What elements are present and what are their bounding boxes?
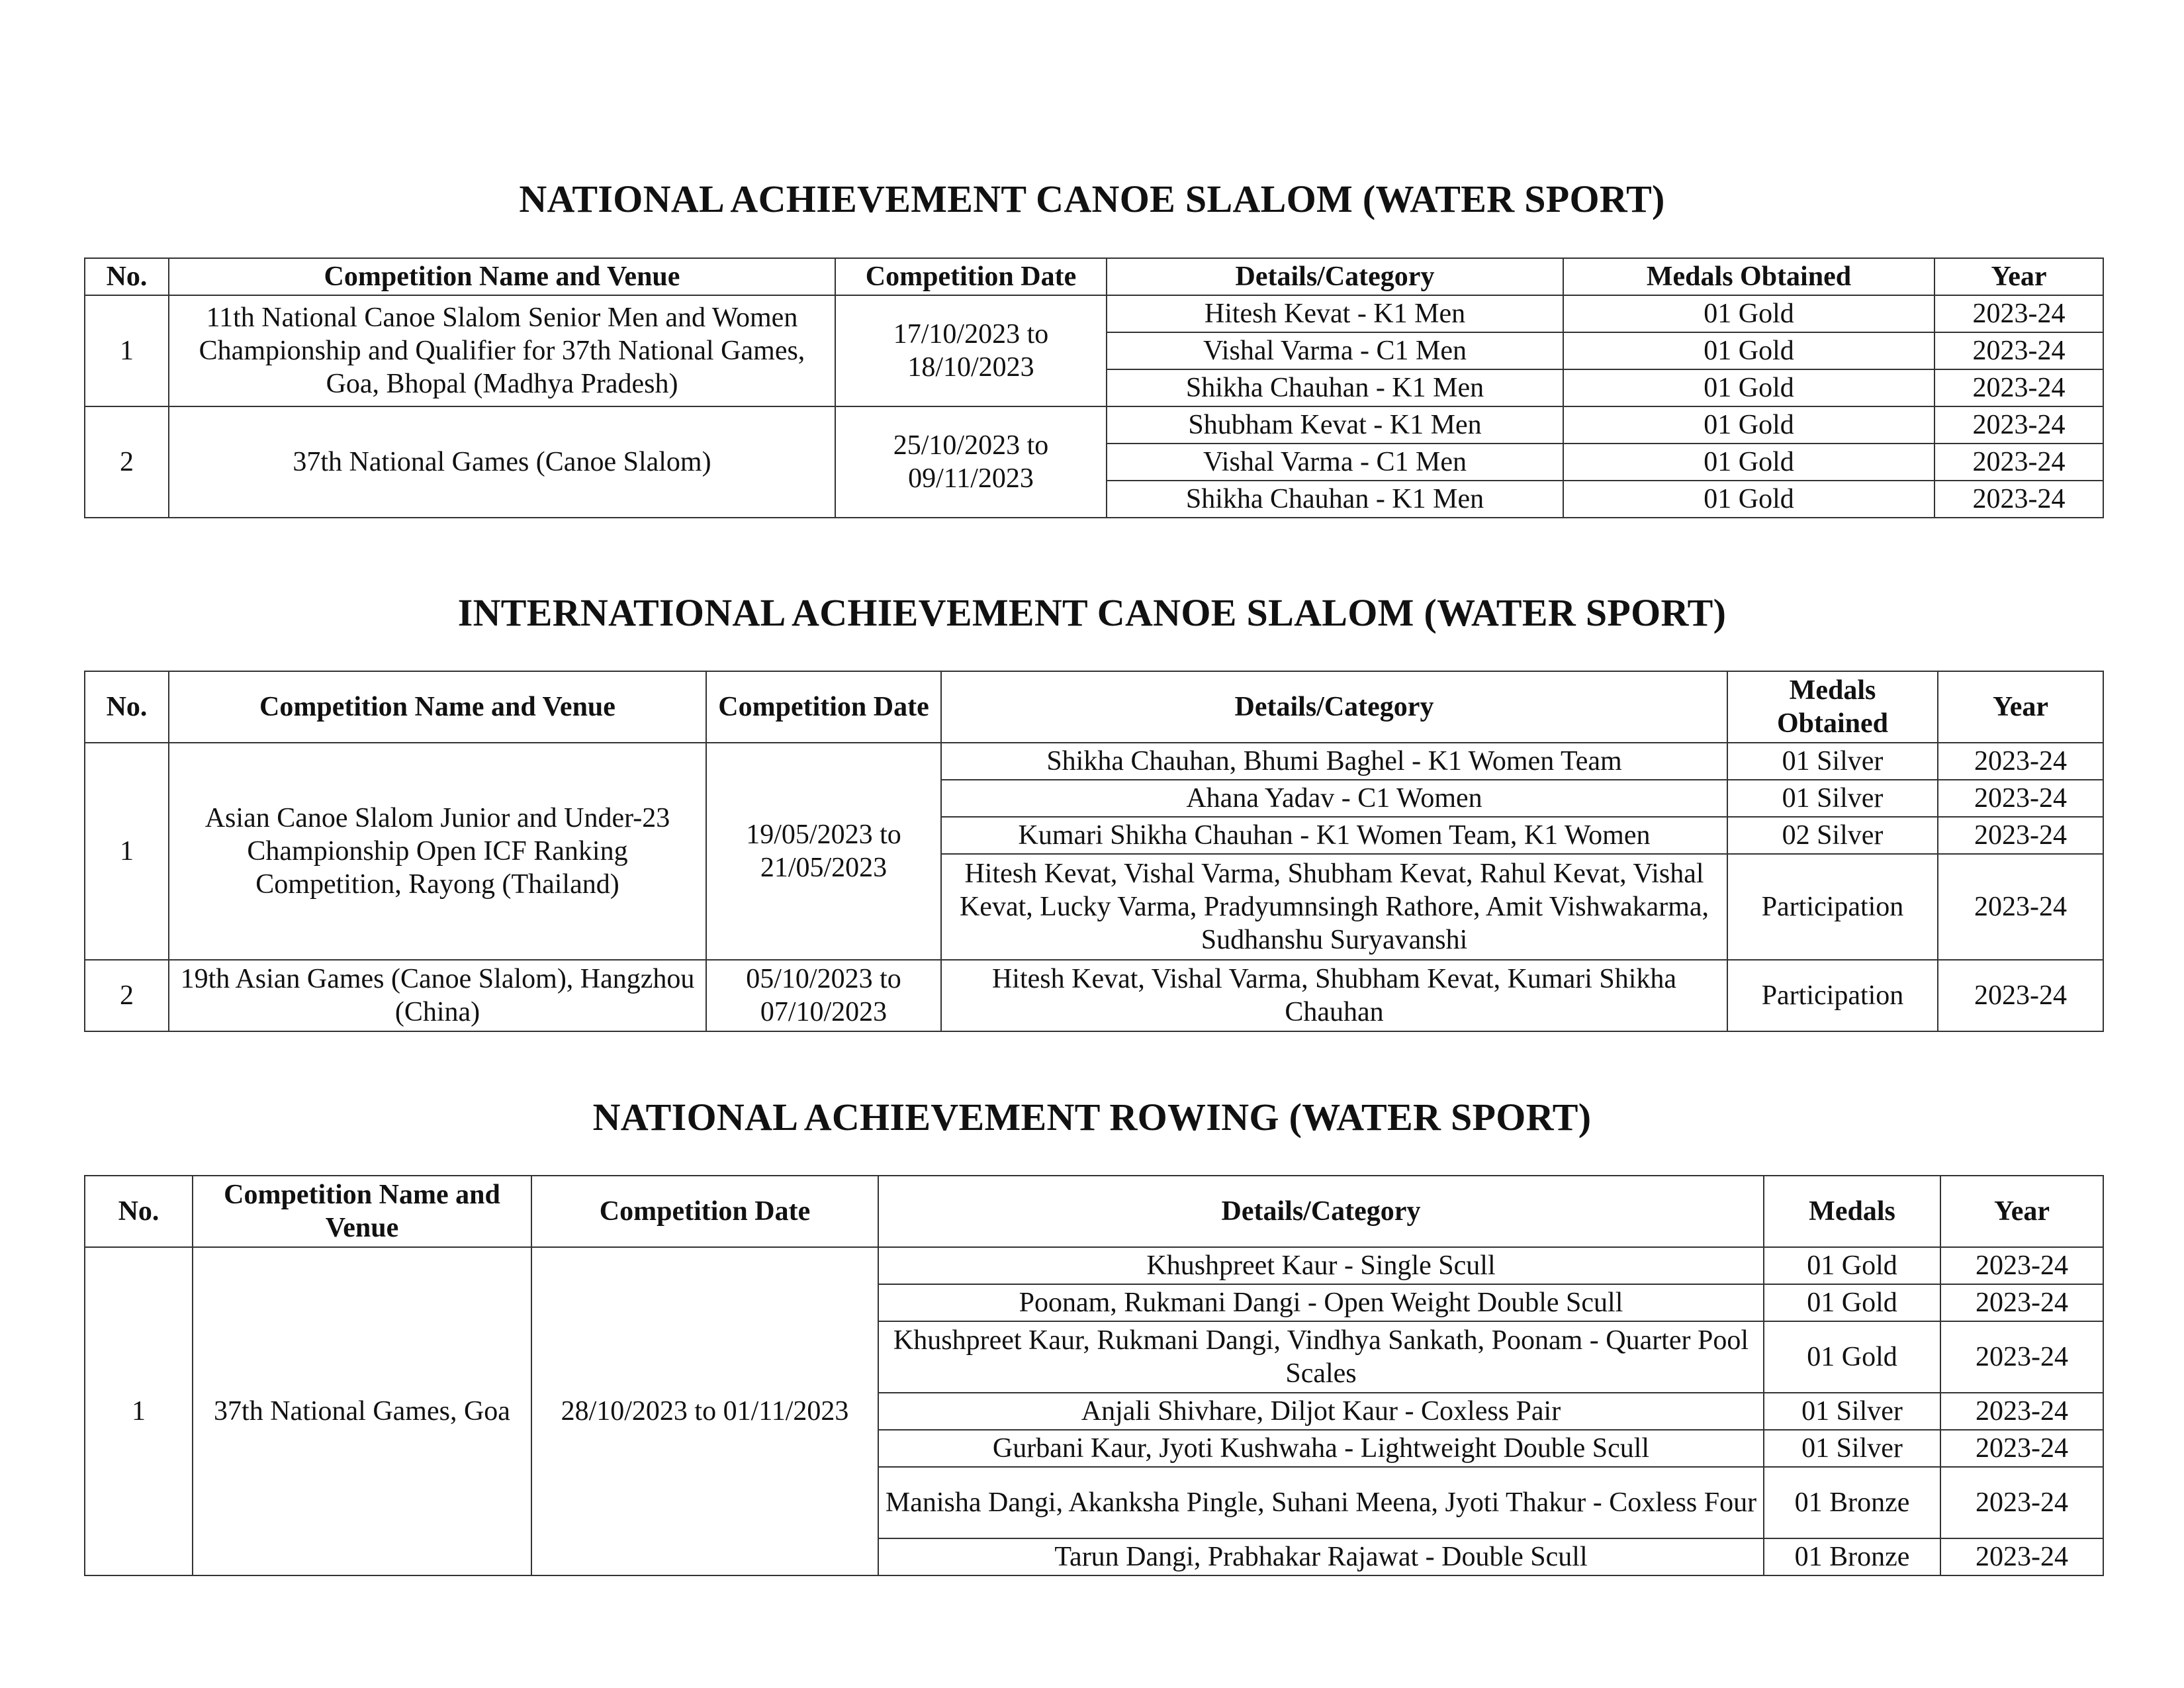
cell-details: Shikha Chauhan - K1 Men: [1107, 369, 1563, 406]
cell-details: Shikha Chauhan - K1 Men: [1107, 481, 1563, 518]
cell-medal: 01 Gold: [1764, 1321, 1940, 1393]
cell-competition: Asian Canoe Slalom Junior and Under-23 Championship Open ICF Ranking Competition, Rayong (Thailand): [169, 743, 706, 960]
cell-competition: 37th National Games (Canoe Slalom): [169, 406, 835, 518]
cell-year: 2023-24: [1934, 406, 2103, 444]
cell-year: 2023-24: [1938, 817, 2103, 854]
header-competition: Competition Name and Venue: [169, 258, 835, 295]
cell-details: Manisha Dangi, Akanksha Pingle, Suhani Meena, Jyoti Thakur - Coxless Four: [878, 1467, 1764, 1538]
cell-medal: Participation: [1727, 960, 1938, 1031]
cell-year: 2023-24: [1940, 1247, 2103, 1284]
cell-details: Hitesh Kevat - K1 Men: [1107, 295, 1563, 332]
cell-competition: 19th Asian Games (Canoe Slalom), Hangzhou (China): [169, 960, 706, 1031]
table-row: [85, 295, 2103, 332]
section-title-national-canoe-slalom: NATIONAL ACHIEVEMENT CANOE SLALOM (WATER SPORT): [519, 177, 1665, 220]
cell-year: 2023-24: [1934, 332, 2103, 369]
cell-details: Vishal Varma - C1 Men: [1107, 332, 1563, 369]
header-competition: Competition Name and Venue: [193, 1176, 531, 1247]
cell-details: Shikha Chauhan, Bhumi Baghel - K1 Women Team: [941, 743, 1727, 780]
header-details: Details/Category: [1107, 258, 1563, 295]
table-row: [85, 743, 2103, 780]
table-row: [85, 1247, 2103, 1284]
cell-year: 2023-24: [1940, 1538, 2103, 1575]
cell-medal: 01 Silver: [1764, 1430, 1940, 1467]
header-details: Details/Category: [941, 671, 1727, 743]
header-no: No.: [85, 1176, 193, 1247]
table-row: [85, 406, 2103, 444]
cell-year: 2023-24: [1940, 1393, 2103, 1430]
cell-medal: 01 Bronze: [1764, 1467, 1940, 1538]
cell-date: 17/10/2023 to 18/10/2023: [835, 295, 1107, 406]
header-no: No.: [85, 671, 169, 743]
cell-medal: 01 Gold: [1563, 332, 1934, 369]
cell-details: Hitesh Kevat, Vishal Varma, Shubham Kevat, Kumari Shikha Chauhan: [941, 960, 1727, 1031]
cell-medal: 01 Gold: [1563, 369, 1934, 406]
cell-no: 2: [85, 406, 169, 518]
cell-medal: 01 Gold: [1764, 1284, 1940, 1321]
cell-year: 2023-24: [1934, 369, 2103, 406]
cell-year: 2023-24: [1934, 295, 2103, 332]
cell-date: 28/10/2023 to 01/11/2023: [531, 1247, 878, 1575]
international-canoe-slalom-table: [84, 671, 2104, 1032]
header-date: Competition Date: [835, 258, 1107, 295]
cell-medal: 01 Gold: [1563, 444, 1934, 481]
table-header-row: [85, 258, 2103, 295]
cell-details: Anjali Shivhare, Diljot Kaur - Coxless Pair: [878, 1393, 1764, 1430]
cell-medal: 01 Silver: [1727, 743, 1938, 780]
cell-date: 25/10/2023 to 09/11/2023: [835, 406, 1107, 518]
cell-year: 2023-24: [1934, 444, 2103, 481]
header-details: Details/Category: [878, 1176, 1764, 1247]
cell-medal: 01 Gold: [1764, 1247, 1940, 1284]
header-no: No.: [85, 258, 169, 295]
section-title-national-rowing: NATIONAL ACHIEVEMENT ROWING (WATER SPORT): [592, 1096, 1592, 1139]
cell-details: Vishal Varma - C1 Men: [1107, 444, 1563, 481]
cell-no: 1: [85, 1247, 193, 1575]
section-title-international-canoe-slalom: INTERNATIONAL ACHIEVEMENT CANOE SLALOM (WATER SPORT): [457, 591, 1727, 634]
cell-year: 2023-24: [1938, 743, 2103, 780]
cell-details: Tarun Dangi, Prabhakar Rajawat - Double Scull: [878, 1538, 1764, 1575]
national-canoe-slalom-table: [84, 258, 2104, 518]
cell-details: Khushpreet Kaur - Single Scull: [878, 1247, 1764, 1284]
header-medals: Medals Obtained: [1727, 671, 1938, 743]
cell-details: Poonam, Rukmani Dangi - Open Weight Double Scull: [878, 1284, 1764, 1321]
cell-details: Khushpreet Kaur, Rukmani Dangi, Vindhya Sankath, Poonam - Quarter Pool Scales: [878, 1321, 1764, 1393]
header-year: Year: [1938, 671, 2103, 743]
cell-medal: 01 Bronze: [1764, 1538, 1940, 1575]
cell-no: 1: [85, 743, 169, 960]
cell-date: 05/10/2023 to 07/10/2023: [706, 960, 941, 1031]
cell-medal: 01 Silver: [1727, 780, 1938, 817]
cell-medal: 01 Silver: [1764, 1393, 1940, 1430]
cell-no: 2: [85, 960, 169, 1031]
cell-medal: Participation: [1727, 854, 1938, 960]
cell-year: 2023-24: [1940, 1467, 2103, 1538]
national-rowing-table: [84, 1175, 2104, 1576]
cell-competition: 11th National Canoe Slalom Senior Men and Women Championship and Qualifier for 37th National Games, Goa, Bhopal (Madhya Pradesh): [169, 295, 835, 406]
cell-date: 19/05/2023 to 21/05/2023: [706, 743, 941, 960]
cell-details: Hitesh Kevat, Vishal Varma, Shubham Kevat, Rahul Kevat, Vishal Kevat, Lucky Varma, Pradyumnsingh Rathore, Amit Vishwakarma, Sudhanshu Suryavanshi: [941, 854, 1727, 960]
cell-medal: 01 Gold: [1563, 481, 1934, 518]
header-medals: Medals Obtained: [1563, 258, 1934, 295]
cell-year: 2023-24: [1940, 1284, 2103, 1321]
cell-competition: 37th National Games, Goa: [193, 1247, 531, 1575]
cell-medal: 02 Silver: [1727, 817, 1938, 854]
header-year: Year: [1934, 258, 2103, 295]
cell-year: 2023-24: [1938, 854, 2103, 960]
cell-year: 2023-24: [1938, 960, 2103, 1031]
header-date: Competition Date: [706, 671, 941, 743]
header-competition: Competition Name and Venue: [169, 671, 706, 743]
cell-medal: 01 Gold: [1563, 295, 1934, 332]
cell-year: 2023-24: [1934, 481, 2103, 518]
cell-details: Kumari Shikha Chauhan - K1 Women Team, K1 Women: [941, 817, 1727, 854]
header-year: Year: [1940, 1176, 2103, 1247]
table-header-row: [85, 1176, 2103, 1247]
cell-details: Ahana Yadav - C1 Women: [941, 780, 1727, 817]
header-date: Competition Date: [531, 1176, 878, 1247]
table-row: [85, 960, 2103, 1031]
cell-year: 2023-24: [1938, 780, 2103, 817]
cell-details: Shubham Kevat - K1 Men: [1107, 406, 1563, 444]
cell-details: Gurbani Kaur, Jyoti Kushwaha - Lightweight Double Scull: [878, 1430, 1764, 1467]
header-medals: Medals: [1764, 1176, 1940, 1247]
cell-year: 2023-24: [1940, 1321, 2103, 1393]
cell-no: 1: [85, 295, 169, 406]
cell-medal: 01 Gold: [1563, 406, 1934, 444]
cell-year: 2023-24: [1940, 1430, 2103, 1467]
table-header-row: [85, 671, 2103, 743]
